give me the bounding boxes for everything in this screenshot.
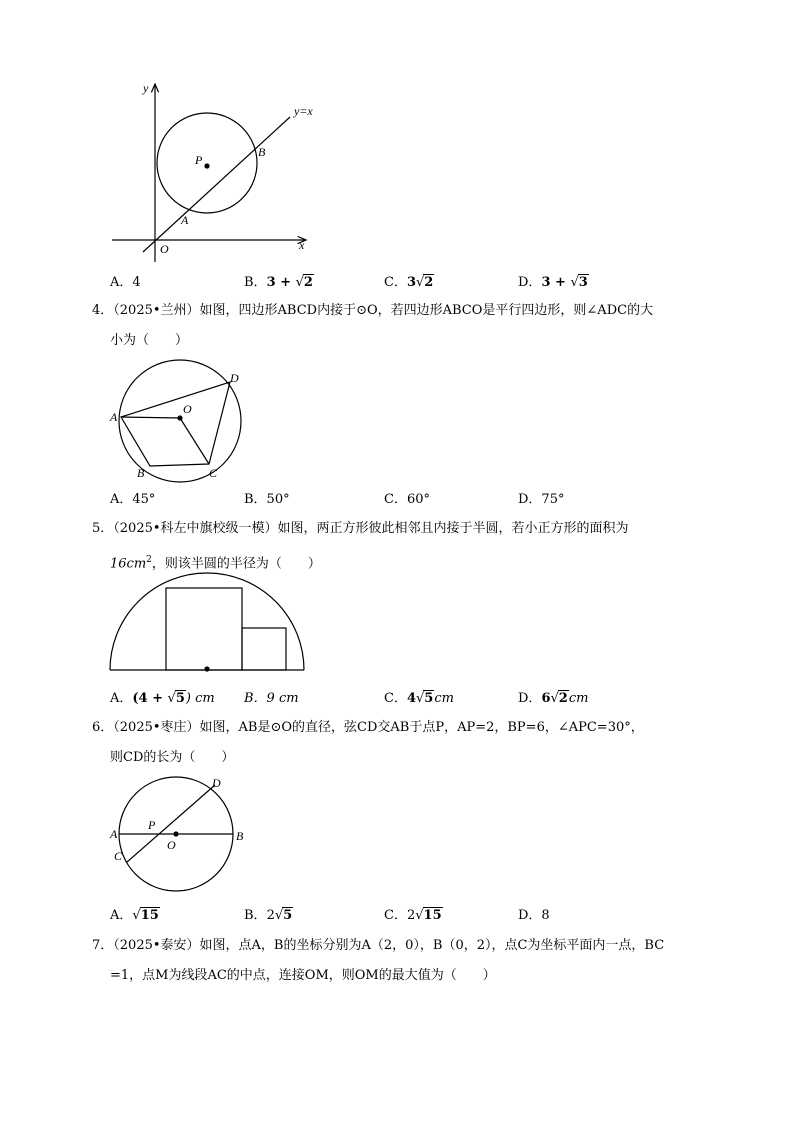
q5-option-b-text: B．9 cm bbox=[244, 691, 299, 706]
q6-option-d[interactable]: D．8 bbox=[518, 908, 550, 923]
q5-option-a-unit: ) cm bbox=[185, 691, 215, 706]
q6-option-a-label: A． bbox=[110, 908, 133, 923]
q4-option-a[interactable]: A．45° bbox=[110, 492, 156, 507]
q6-label-p: P bbox=[148, 818, 156, 832]
label-y: y bbox=[143, 81, 149, 95]
q5-option-c-value: 4 bbox=[406, 691, 416, 706]
q6-center bbox=[173, 831, 178, 836]
q5-option-d-radicand: 2 bbox=[558, 691, 568, 706]
q3-option-a[interactable]: A．4 bbox=[110, 275, 141, 290]
q5-option-c-label: C． bbox=[384, 691, 407, 706]
q4-label-b: B bbox=[137, 466, 145, 480]
q6-label-c: C bbox=[114, 849, 123, 863]
sqrt-icon: √ bbox=[570, 275, 579, 290]
sqrt-icon: √ bbox=[274, 908, 284, 923]
q3-option-b-radicand: 2 bbox=[303, 275, 313, 290]
q4-option-c[interactable]: C．60° bbox=[384, 492, 430, 507]
q7-stem-line1: 7．（2025•泰安）如图，点A，B的坐标分别为A（2，0），B（0，2），点C为坐标平面内一点，BC bbox=[92, 938, 665, 953]
sqrt-icon: √ bbox=[416, 275, 425, 290]
q5-option-d-value: 6 bbox=[541, 691, 551, 706]
q5-option-d-unit: cm bbox=[568, 691, 589, 706]
q6-option-c-value: 2 bbox=[406, 908, 416, 923]
q4-label-o: O bbox=[183, 402, 192, 416]
sqrt-icon: √ bbox=[415, 908, 424, 923]
sqrt-icon: √ bbox=[132, 908, 141, 923]
q5-option-a-radicand: 5 bbox=[175, 691, 185, 706]
q6-label-b: B bbox=[236, 829, 244, 843]
q6-option-b-value: 2 bbox=[266, 908, 275, 923]
label-a: A bbox=[181, 213, 189, 227]
sqrt-icon: √ bbox=[550, 691, 559, 706]
sqrt-icon: √ bbox=[416, 691, 425, 706]
q5-area-value: 16cm bbox=[110, 556, 147, 572]
q7-stem-line2: =1，点M为线段AC的中点，连接OM，则OM的最大值为（ ） bbox=[110, 968, 496, 983]
label-x: x bbox=[299, 238, 305, 252]
q4-option-b[interactable]: B．50° bbox=[244, 492, 290, 507]
q6-stem-line1: 6．（2025•枣庄）如图，AB是⊙O的直径，弦CD交AB于点P，AP=2，BP=6，∠APC=30°， bbox=[92, 720, 644, 735]
label-b: B bbox=[258, 145, 266, 159]
sqrt-icon: √ bbox=[295, 275, 304, 290]
q3-option-b-value: 3 + bbox=[266, 275, 296, 290]
q6-label-o: O bbox=[167, 838, 176, 852]
q6-option-b-label: B． bbox=[244, 908, 267, 923]
q5-option-c-radicand: 5 bbox=[424, 691, 434, 706]
q4-label-a: A bbox=[110, 410, 118, 424]
q3-option-d-label: D． bbox=[518, 275, 542, 290]
q6-option-c-label: C． bbox=[384, 908, 407, 923]
q3-option-c-value: 3 bbox=[406, 275, 416, 290]
q5-stem-line1: 5．（2025•科左中旗校级一模）如图，两正方形彼此相邻且内接于半圆，若小正方形的面积为 bbox=[92, 521, 629, 536]
q4-label-c: C bbox=[209, 466, 218, 480]
q6-option-b[interactable] bbox=[244, 904, 293, 923]
q5-option-d-label: D． bbox=[518, 691, 542, 706]
label-o: O bbox=[160, 242, 169, 256]
q6-option-c-radicand: 15 bbox=[423, 908, 442, 923]
q4-option-d[interactable]: D．75° bbox=[518, 492, 565, 507]
q6-option-a[interactable] bbox=[110, 904, 160, 923]
q6-option-c[interactable] bbox=[384, 904, 443, 923]
q4-stem-line1: 4．（2025•兰州）如图，四边形ABCD内接于⊙O，若四边形ABCO是平行四边形，则∠ADC的大 bbox=[92, 303, 654, 318]
q6-option-a-radicand: 15 bbox=[140, 908, 159, 923]
q6-label-d: D bbox=[212, 776, 221, 790]
q3-option-b-label: B． bbox=[244, 275, 267, 290]
label-line: y=x bbox=[294, 104, 313, 118]
q5-option-a-label: A． bbox=[110, 691, 133, 706]
q3-option-c-radicand: 2 bbox=[424, 275, 434, 290]
q4-stem-line2: 小为（ ） bbox=[110, 333, 189, 348]
q3-option-d-radicand: 3 bbox=[578, 275, 588, 290]
q5-option-c-unit: cm bbox=[434, 691, 454, 706]
q4-label-d: D bbox=[230, 371, 239, 385]
q5-stem-tail: ，则该半圆的半径为（ ） bbox=[151, 556, 321, 572]
q3-option-d-value: 3 + bbox=[541, 275, 571, 290]
q6-label-a: A bbox=[110, 827, 118, 841]
q6-stem-line2: 则CD的长为（ ） bbox=[110, 750, 235, 765]
q6-option-b-radicand: 5 bbox=[283, 908, 293, 923]
q5-area-exponent: 2 bbox=[146, 555, 152, 565]
sqrt-icon: √ bbox=[167, 691, 176, 706]
label-p: P bbox=[195, 153, 203, 167]
q3-option-c-label: C． bbox=[384, 275, 407, 290]
q5-option-a-value: (4 + bbox=[132, 691, 168, 706]
